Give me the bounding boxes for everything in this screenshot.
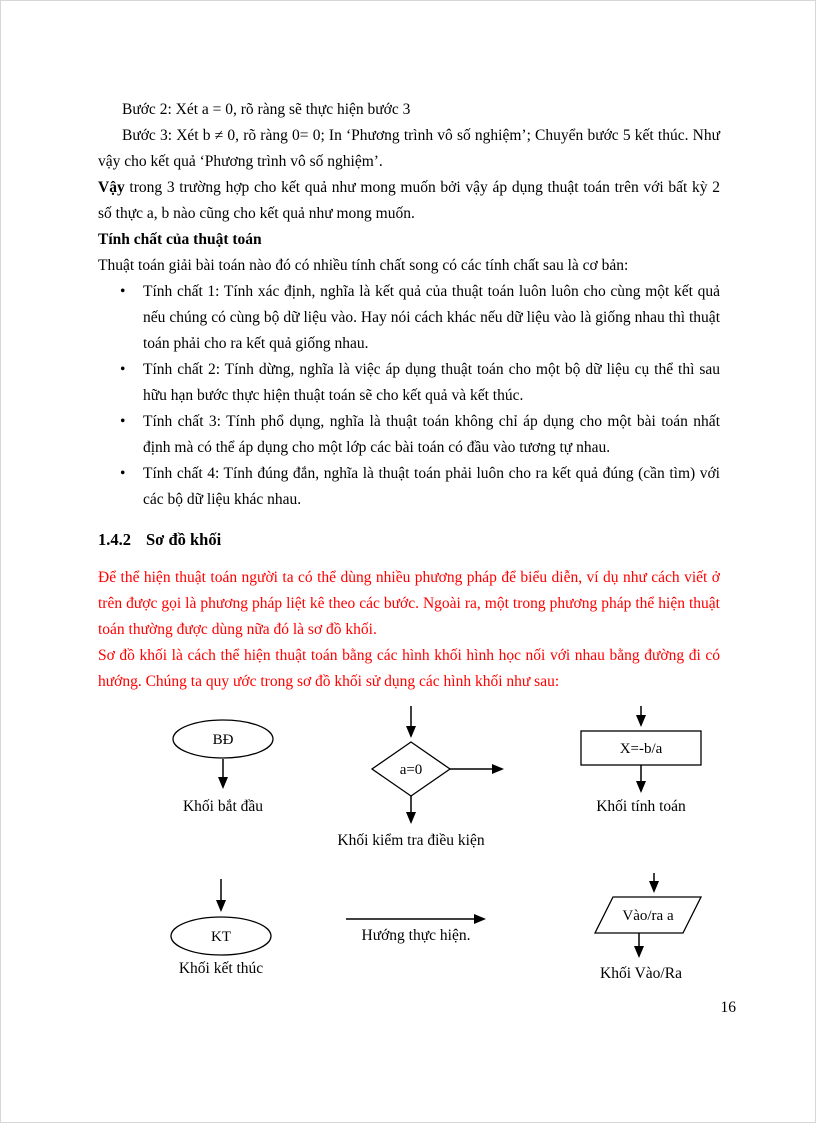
flowchart-svg [98,701,722,993]
start-shape-label: BĐ [212,732,234,748]
paragraph-step3: Bước 3: Xét b ≠ 0, rõ ràng 0= 0; In ‘Phương trình vô số nghiệm’; Chuyển bước 5 kết thúc. Như vậy cho kết quả ‘Phương trình vô số nghiệm’. [98,127,720,170]
red-paragraph-2: Sơ đồ khối là cách thể hiện thuật toán bằng các hình khối hình học nối với nhau bằng đường đi có hướng. Chúng ta quy ước trong sơ đồ khối sử dụng các hình khối như sau: [98,647,720,690]
conclusion-lead-word: Vậy [98,179,125,196]
properties-intro: Thuật toán giải bài toán nào đó có nhiều tính chất song có các tính chất sau là cơ bản: [98,257,629,274]
io-shape-label: Vào/ra a [622,908,674,924]
section-heading [98,527,720,553]
properties-heading: Tính chất của thuật toán [98,231,262,248]
properties-list [118,279,720,513]
flowchart-diagram [98,701,720,993]
red-paragraph-1: Để thể hiện thuật toán người ta có thể dùng nhiều phương pháp để biểu diễn, ví dụ như cách viết ở trên được gọi là phương pháp liệt kê theo các bước. Ngoài ra, một trong phương pháp thể hiện thuật toán thường được dùng nữa đó là sơ đồ khối. [98,569,720,638]
compute-caption: Khối tính toán [596,798,686,815]
start-caption: Khối bắt đầu [182,798,264,815]
paragraph-conclusion [98,175,720,227]
list-item: • Tính chất 1: Tính xác định, nghĩa là kết quả của thuật toán luôn luôn cho cùng một kết quả nếu chúng có cùng bộ dữ liệu vào. Hay nói cách khác nếu dữ liệu vào là giống nhau thì thuật toán phải cho ra kết quả giống nhau. [118,279,720,357]
end-shape-label: KT [211,929,231,945]
condition-shape-label: a=0 [399,762,423,778]
page-number: 16 [720,999,736,1016]
direction-caption: Hướng thực hiện. [361,927,471,944]
list-item: • Tính chất 4: Tính đúng đắn, nghĩa là thuật toán phải luôn cho ra kết quả đúng (cần tìm) với các bộ dữ liệu khác nhau. [118,461,720,513]
end-caption: Khối kết thúc [178,960,264,977]
io-caption: Khối Vào/Ra [600,965,682,982]
paragraph-step2: Bước 2: Xét a = 0, rõ ràng sẽ thực hiện bước 3 [122,101,411,118]
section-number: 1.4.2 [98,530,131,549]
page-content [1,1,815,993]
compute-shape-label: X=-b/a [619,741,663,757]
section-title: Sơ đồ khối [146,530,222,549]
list-item: • Tính chất 3: Tính phổ dụng, nghĩa là thuật toán không chỉ áp dụng cho một bài toán nhất định mà có thể áp dụng cho một lớp các bài toán có đầu vào tương tự nhau. [118,409,720,461]
conclusion-text: trong 3 trường hợp cho kết quả như mong muốn bởi vậy áp dụng thuật toán trên với bất kỳ 2 số thực a, b nào cũng cho kết quả như mong muốn. [98,179,720,222]
condition-caption: Khối kiểm tra điều kiện [337,832,485,849]
list-item: • Tính chất 2: Tính dừng, nghĩa là việc áp dụng thuật toán cho một bộ dữ liệu cụ thể thì sau hữu hạn bước thực hiện thuật toán sẽ cho kết quả và kết thúc. [118,357,720,409]
